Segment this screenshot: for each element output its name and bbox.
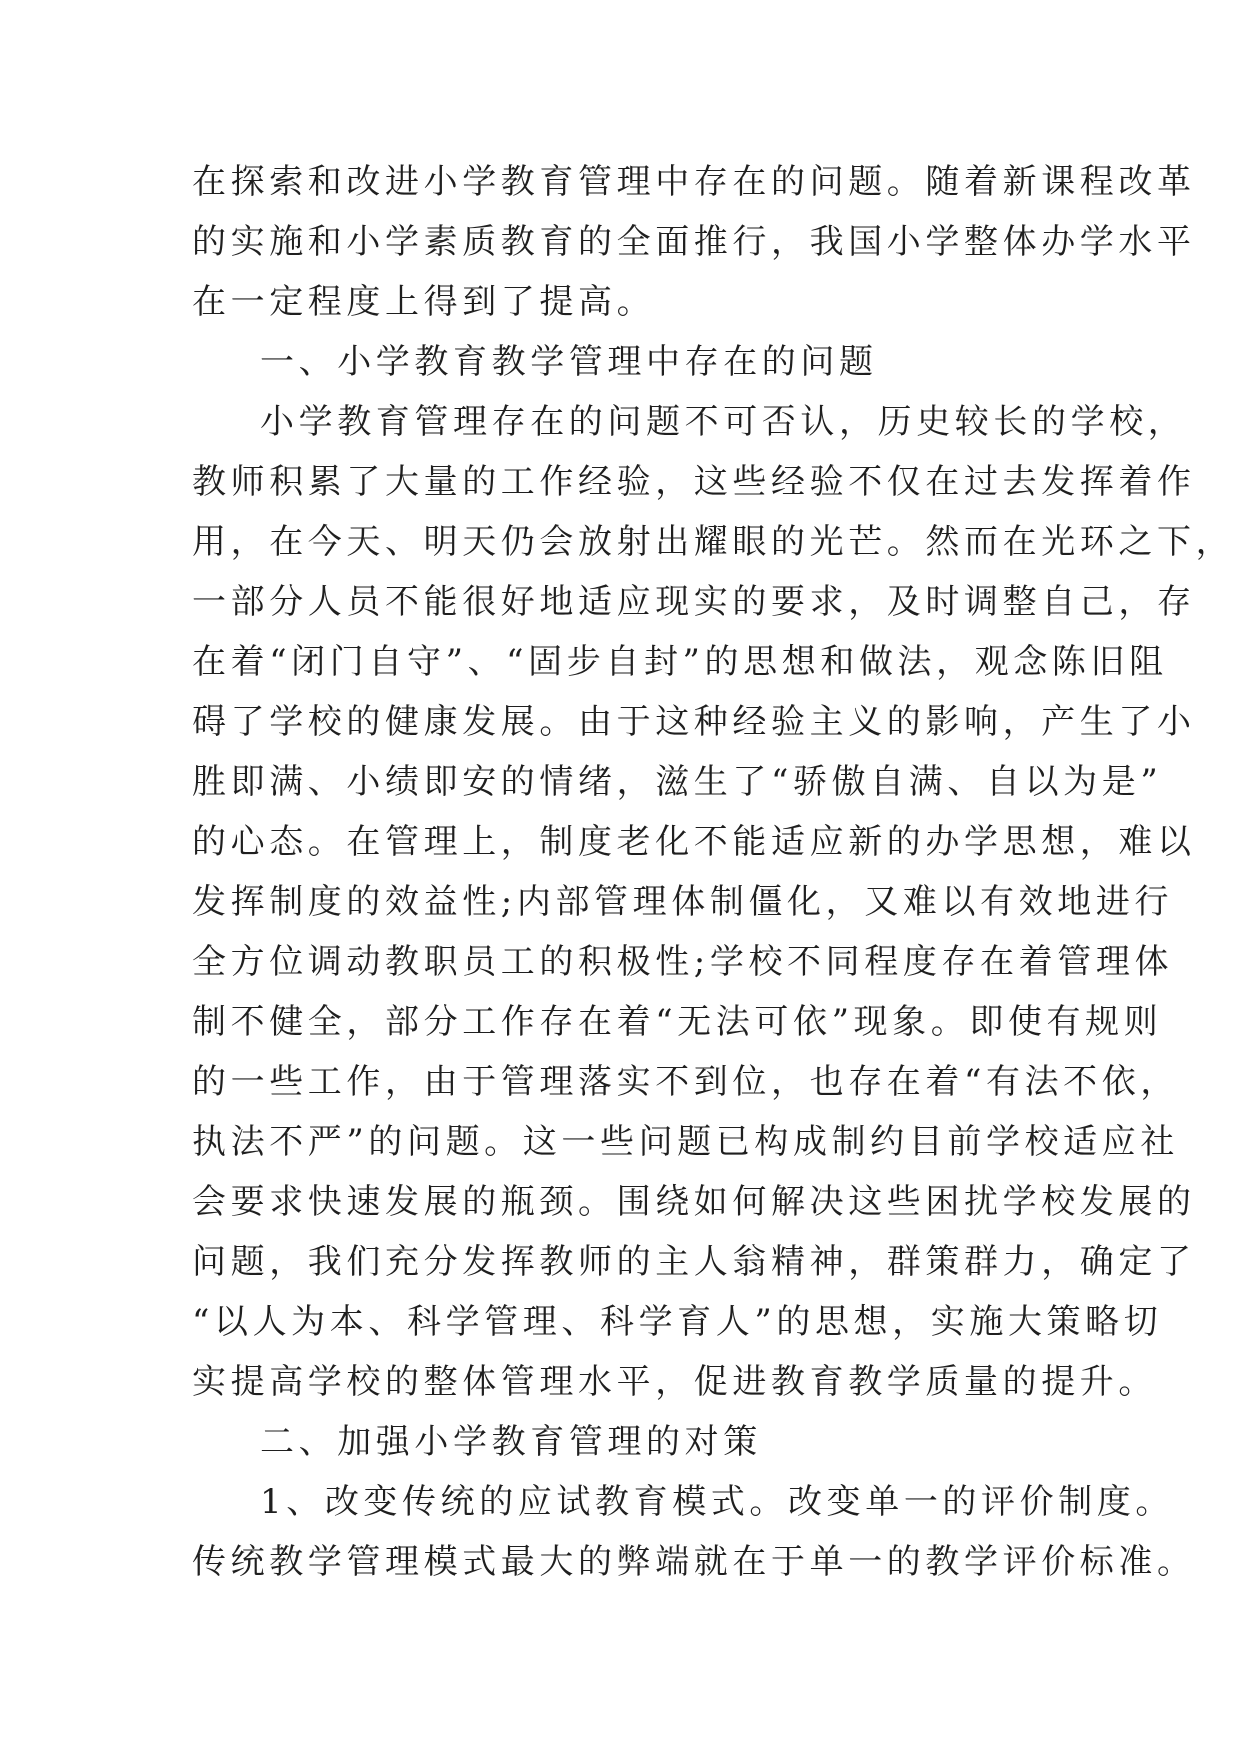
text-line: 在着“闭门自守”、“固步自封”的思想和做法，观念陈旧阻	[192, 642, 1168, 682]
text-line: 的实施和小学素质教育的全面推行，我国小学整体办学水平	[192, 222, 1196, 262]
text-line: 一部分人员不能很好地适应现实的要求，及时调整自己，存	[192, 582, 1196, 622]
text-line: 的一些工作，由于管理落实不到位，也存在着“有法不依，	[192, 1062, 1179, 1102]
document-body	[192, 152, 1235, 1592]
text-line: “以人为本、科学管理、科学育人”的思想，实施大策略切	[192, 1302, 1163, 1342]
text-line: 小学教育管理存在的问题不可否认，历史较长的学校，	[260, 402, 1187, 442]
text-line: 制不健全，部分工作存在着“无法可依”现象。即使有规则	[192, 1002, 1163, 1042]
text-line: 传统教学管理模式最大的弊端就在于单一的教学评价标准。	[192, 1542, 1196, 1582]
section-heading-1: 一、小学教育教学管理中存在的问题	[260, 342, 878, 382]
text-line: 发挥制度的效益性;内部管理体制僵化，又难以有效地进行	[192, 882, 1174, 922]
text-line: 教师积累了大量的工作经验，这些经验不仅在过去发挥着作	[192, 462, 1196, 502]
text-line: 1、改变传统的应试教育模式。改变单一的评价制度。	[260, 1482, 1175, 1522]
text-line: 全方位调动教职员工的积极性;学校不同程度存在着管理体	[192, 942, 1174, 982]
text-line: 实提高学校的整体管理水平，促进教育教学质量的提升。	[192, 1362, 1157, 1402]
text-line: 碍了学校的健康发展。由于这种经验主义的影响，产生了小	[192, 702, 1196, 742]
text-line: 在一定程度上得到了提高。	[192, 282, 656, 322]
text-line: 问题，我们充分发挥教师的主人翁精神，群策群力，确定了	[192, 1242, 1196, 1282]
text-line: 用，在今天、明天仍会放射出耀眼的光芒。然而在光环之下，	[192, 522, 1235, 562]
text-line: 执法不严”的问题。这一些问题已构成制约目前学校适应社	[192, 1122, 1179, 1162]
section-heading-2: 二、加强小学教育管理的对策	[260, 1422, 762, 1462]
text-line: 胜即满、小绩即安的情绪，滋生了“骄傲自满、自以为是”	[192, 762, 1163, 802]
text-line: 在探索和改进小学教育管理中存在的问题。随着新课程改革	[192, 162, 1196, 202]
text-line: 会要求快速发展的瓶颈。围绕如何解决这些困扰学校发展的	[192, 1182, 1196, 1222]
text-line: 的心态。在管理上，制度老化不能适应新的办学思想，难以	[192, 822, 1196, 862]
